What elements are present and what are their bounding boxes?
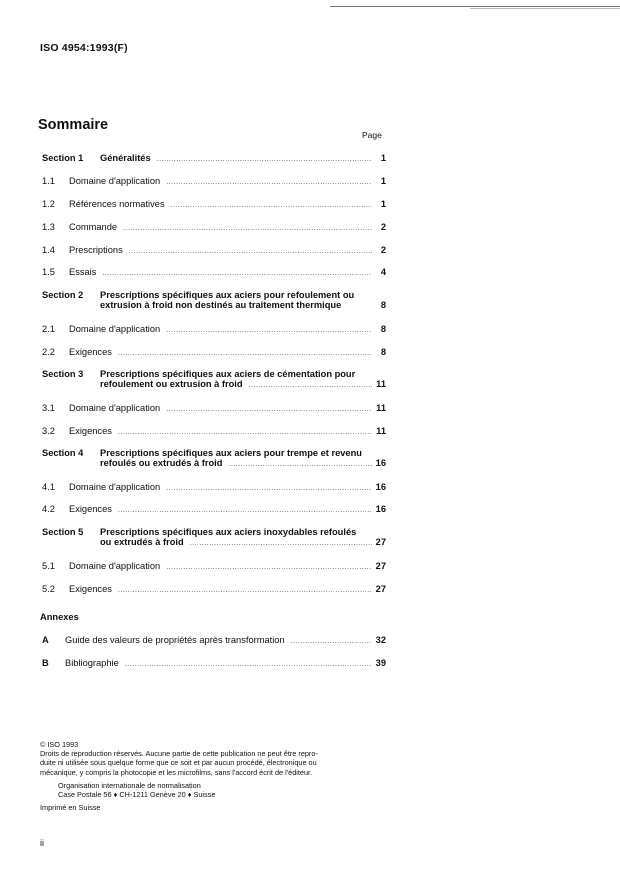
toc-page: 39	[375, 658, 386, 668]
toc-entry-section-5[interactable]	[42, 527, 386, 547]
toc-label: Domaine d'application	[69, 482, 161, 492]
toc-leader	[118, 587, 372, 594]
toc-page: 16	[375, 458, 386, 468]
toc-page: 16	[375, 482, 386, 492]
toc-label: Domaine d'application	[69, 403, 161, 413]
copyright-line: © ISO 1993	[40, 740, 79, 749]
toc-label: Domaine d'application	[69, 176, 161, 186]
toc-label: Prescriptions spécifiques aux aciers pour trempe et revenu	[100, 448, 362, 458]
toc-label-continued: extrusion à froid non destinés au traitement thermique	[100, 300, 342, 310]
toc-page: 11	[376, 403, 386, 413]
document-id: ISO 4954:1993(F)	[40, 42, 128, 54]
toc-number: 1.3	[42, 222, 55, 232]
toc-leader	[157, 156, 372, 163]
toc-page: 8	[380, 347, 386, 357]
toc-leader	[171, 202, 372, 209]
toc-page: 2	[380, 245, 386, 255]
toc-label: Exigences	[69, 426, 112, 436]
annexes-heading: Annexes	[40, 612, 79, 622]
toc-label: Guide des valeurs de propriétés après transformation	[65, 635, 285, 645]
toc-page: 4	[380, 267, 386, 277]
page-number: ii	[40, 838, 44, 848]
toc-number: Section 2	[42, 290, 84, 300]
toc-label: Essais	[69, 267, 97, 277]
page-title: Sommaire	[38, 117, 109, 133]
toc-label: Prescriptions spécifiques aux aciers pour refoulement ou	[100, 290, 355, 300]
toc-leader	[118, 507, 372, 514]
toc-page: 32	[375, 635, 386, 645]
toc-leader	[125, 661, 372, 668]
toc-number: Section 1	[42, 153, 84, 163]
toc-number: 1.1	[42, 176, 55, 186]
toc-entry-2-2[interactable]	[42, 347, 386, 357]
toc-number: B	[42, 658, 49, 668]
toc-leader	[291, 638, 372, 645]
toc-number: 4.2	[42, 504, 55, 514]
rights-text: mécanique, y compris la photocopie et les microfilms, sans l'accord écrit de l'éditeur.	[40, 767, 313, 777]
toc-entry-section-2[interactable]	[42, 290, 386, 310]
toc-label: Exigences	[69, 347, 112, 357]
toc-number: Section 5	[42, 527, 84, 537]
copyright-notice	[40, 740, 390, 812]
toc-page: 27	[375, 584, 386, 594]
toc-label: Exigences	[69, 504, 112, 514]
toc-leader	[118, 350, 372, 357]
toc-label: Références normatives	[69, 199, 165, 209]
toc-entry-4-2[interactable]	[42, 504, 386, 514]
toc-page: 27	[375, 537, 386, 547]
toc-number: 5.1	[42, 561, 55, 571]
toc-page: 27	[375, 561, 386, 571]
toc-leader	[166, 327, 372, 334]
toc-entry-section-1[interactable]	[42, 153, 386, 163]
toc-entry-2-1[interactable]	[42, 324, 386, 334]
toc-label: Domaine d'application	[69, 324, 161, 334]
toc-entry-section-3[interactable]	[42, 369, 386, 389]
toc-number: 4.1	[42, 482, 55, 492]
toc-page: 11	[376, 379, 386, 389]
toc-entry-section-4[interactable]	[42, 448, 386, 468]
toc-page: 8	[380, 300, 386, 310]
toc-leader	[166, 406, 372, 413]
toc-label: Généralités	[100, 153, 151, 163]
toc-page: 1	[380, 199, 386, 209]
toc-entry-1-5[interactable]	[42, 267, 386, 277]
toc-number: 2.2	[42, 347, 55, 357]
printed-in: Imprimé en Suisse	[40, 803, 101, 813]
toc-number: 3.2	[42, 426, 55, 436]
toc-label: Bibliographie	[65, 658, 119, 668]
toc-page: 16	[375, 504, 386, 514]
toc-leader	[102, 270, 372, 277]
toc-label-continued: ou extrudés à froid	[100, 537, 184, 547]
toc-label: Prescriptions spécifiques aux aciers de cémentation pour	[100, 369, 356, 379]
toc-entry-1-3[interactable]	[42, 222, 386, 232]
toc-leader	[228, 461, 371, 468]
organization-name: Organisation internationale de normalisation	[58, 780, 201, 790]
rights-text: duite ni utilisée sous quelque forme que ce soit et par aucun procédé, électronique ou	[40, 758, 317, 768]
toc-label: Prescriptions spécifiques aux aciers inoxydables refoulés	[100, 527, 357, 537]
toc-leader	[118, 429, 372, 436]
toc-leader	[166, 564, 371, 571]
toc-number: 1.5	[42, 267, 55, 277]
toc-label: Domaine d'application	[69, 561, 161, 571]
toc-page: 1	[380, 176, 386, 186]
toc-leader	[123, 225, 372, 232]
toc-entry-5-2[interactable]	[42, 584, 386, 594]
toc-entry-1-1[interactable]	[42, 176, 386, 186]
toc-label-continued: refoulement ou extrusion à froid	[100, 379, 243, 389]
toc-number: 5.2	[42, 584, 55, 594]
toc-leader	[166, 485, 371, 492]
toc-label: Commande	[69, 222, 118, 232]
toc-number: Section 3	[42, 369, 84, 379]
toc-page: 8	[380, 324, 386, 334]
toc-entry-annex-b[interactable]	[42, 658, 386, 668]
toc-number: 2.1	[42, 324, 55, 334]
toc-label-continued: refoulés ou extrudés à froid	[100, 458, 223, 468]
toc-entry-annex-a[interactable]	[42, 635, 386, 645]
toc-leader	[166, 179, 372, 186]
toc-number: A	[42, 635, 49, 645]
toc-label: Exigences	[69, 584, 112, 594]
toc-entry-3-2[interactable]	[42, 426, 386, 436]
organization-address: Case Postale 56 ♦ CH-1211 Genève 20 ♦ Suisse	[58, 790, 216, 800]
toc-leader	[190, 540, 372, 547]
toc-leader	[129, 248, 372, 255]
toc-number: Section 4	[42, 448, 84, 458]
toc-label: Prescriptions	[69, 245, 123, 255]
toc-number: 1.2	[42, 199, 55, 209]
toc-entry-1-4[interactable]	[42, 245, 386, 255]
toc-entry-4-1[interactable]	[42, 482, 386, 492]
rights-text: Droits de reproduction réservés. Aucune partie de cette publication ne peut être repro-	[40, 749, 318, 759]
toc-page: 11	[376, 426, 386, 436]
toc-entry-1-2[interactable]	[42, 199, 386, 209]
toc-page: 2	[380, 222, 386, 232]
toc-entry-5-1[interactable]	[42, 561, 386, 571]
toc-page: 1	[380, 153, 386, 163]
page-column-label: Page	[362, 130, 382, 140]
toc-number: 3.1	[42, 403, 55, 413]
toc-number: 1.4	[42, 245, 55, 255]
toc-entry-3-1[interactable]	[42, 403, 386, 413]
toc-leader	[249, 382, 372, 389]
